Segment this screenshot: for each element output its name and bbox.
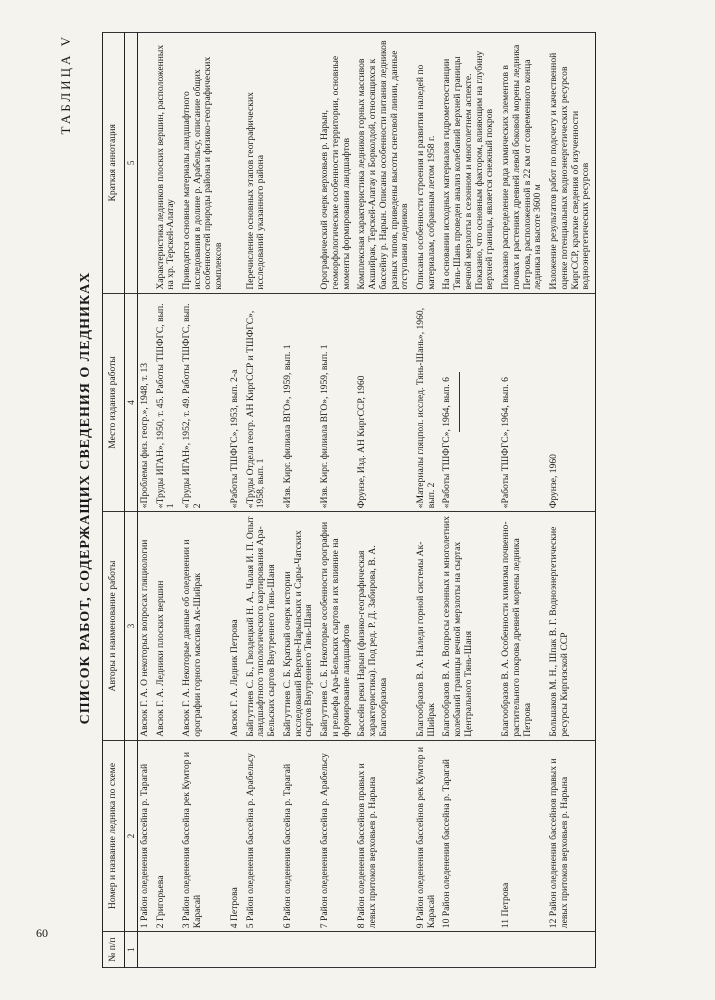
cell-authors: Благообразов В. А. Наледи горной системы Ак-Шийрак — [414, 512, 440, 741]
table-row — [281, 33, 318, 968]
cell-annotation — [137, 33, 153, 294]
cell-no — [547, 932, 595, 968]
cell-no — [499, 932, 547, 968]
cell-authors: Авсюк Г. А. Ледники плоских вершин — [154, 512, 180, 741]
cell-authors: Байгуттиев С. Б., Гвоздецкий Н. А., Чалая И. П. Опыт ландшафтного типологического картирования Ара-Бельских сыртов Внутреннего Тянь-Шаня — [244, 512, 281, 741]
table-row — [318, 33, 355, 968]
cell-name: 11 Петрова — [499, 740, 547, 931]
table-row — [547, 33, 595, 968]
cell-source: «Изв. Кирг. филиала ВГО», 1959, вып. 1 — [318, 293, 355, 512]
table-row — [244, 33, 281, 968]
cell-source: «Изв. Кирг. филиала ВГО», 1959, вып. 1 — [281, 293, 318, 512]
cell-authors: Благообразов В. А. Особенности химизма почвенно-растительного покрова древней морены ледника Петрова — [499, 512, 547, 741]
cell-authors: Авсюк Г. А. О некоторых вопросах гляциологии — [137, 512, 153, 741]
cell-name: 8 Район оледенения бассейнов правых и левых притоков верховьев р. Нарына — [355, 740, 414, 931]
table-row — [154, 33, 180, 968]
page-number: 60 — [36, 926, 48, 940]
table-row — [440, 33, 499, 968]
cell-name: 12 Район оледенения бассейнов правых и левых притоков верховьев р. Нарына — [547, 740, 595, 931]
table-row — [414, 33, 440, 968]
cell-source: «Труды ИГАН», 1952, т. 49. Работы ТШФГС, вып. 2 — [180, 293, 228, 512]
header-annotation: Краткая аннотация — [103, 33, 125, 294]
table-row — [355, 33, 414, 968]
header-no: № п/п — [103, 932, 125, 968]
cell-name: 5 Район оледенения бассейна р. Арабельсу — [244, 740, 281, 931]
ditto-line — [459, 372, 460, 432]
cell-authors: Авсюк Г. А. Некоторые данные об оледенении и орографии горного массива Ак-Шийрак — [180, 512, 228, 741]
table-row — [228, 33, 244, 968]
column-number: 5 — [124, 33, 137, 294]
table-row — [137, 33, 153, 968]
cell-source: Фрунзе, Изд. АН КиргССР, 1960 — [355, 293, 414, 512]
cell-authors: Байгуттиев С. Б. Краткий очерк истории исследований Верхне-Нарынских и Сары-Чатских сыртов Внутреннего Тянь-Шаня — [281, 512, 318, 741]
column-number: 4 — [124, 293, 137, 512]
cell-source — [440, 293, 499, 512]
cell-annotation — [228, 33, 244, 294]
cell-authors: Авсюк Г. А. Ледник Петрова — [228, 512, 244, 741]
cell-annotation: На основании исходных материалов гидрометеостанции Тянь-Шань проведен анализ колебаний верхней границы вечной мерзлоты в сезонном и многолетнем аспекте. Показано, что основным фактором, влияющим на глубину верхней границы, является снежный покров — [440, 33, 499, 294]
cell-annotation: Перечисление основных этапов географических исследований указанного района — [244, 33, 281, 294]
cell-no — [355, 932, 414, 968]
cell-authors: Байгуттиев С. Б. Некоторые особенности орографии и рельефа Ара-Бельских сыртов и их влияние на формирование ландшафтов — [318, 512, 355, 741]
table-row — [180, 33, 228, 968]
cell-no — [440, 932, 499, 968]
cell-source: Фрунзе, 1960 — [547, 293, 595, 512]
cell-authors: Благообразов В. А. Вопросы сезонных и многолетних колебаний границы вечной мерзлоты на сыртах Центрального Тянь-Шаня — [440, 512, 499, 741]
cell-name: 4 Петрова — [228, 740, 244, 931]
cell-no — [180, 932, 228, 968]
works-table — [102, 32, 596, 968]
cell-name: 6 Район оледенения бассейна р. Тарагай — [281, 740, 318, 931]
page-title: СПИСОК РАБОТ, СОДЕРЖАЩИХ СВЕДЕНИЯ О ЛЕДНИКАХ — [78, 271, 93, 725]
cell-authors: Большаков М. Н., Шпак В. Г. Водноэнергетические ресурсы Киргизской ССР — [547, 512, 595, 741]
cell-name: 7 Район оледенения бассейна р. Арабельсу — [318, 740, 355, 931]
header-row — [103, 33, 125, 968]
cell-annotation: Изложение результатов работ по подсчету и качественной оценке потенциальных водноэнергетических ресурсов КиргССР, краткие сведения об изученности водноэнергетических ресурсов — [547, 33, 595, 294]
cell-name: 10 Район оледенения бассейна р. Тарагай — [440, 740, 499, 931]
cell-source: «Труды ИГАН», 1950, т. 45. Работы ТШФГС, вып. 1 — [154, 293, 180, 512]
cell-no — [281, 932, 318, 968]
cell-annotation: Показано распределение ряда химических элементов в почвах и растениях древней левой боковой морены ледника Петрова, расположенной в 22 км от современного конца ледника на высоте 3600 м — [499, 33, 547, 294]
cell-no — [414, 932, 440, 968]
cell-annotation — [281, 33, 318, 294]
cell-source: «Материалы гляцпол. исслед. Тянь-Шань», 1960, вып. 2 — [414, 293, 440, 512]
cell-source: «Труды Отдела геогр. АН КиргССР и ТШФГС», 1958, вып. 1 — [244, 293, 281, 512]
header-source: Место издания работы — [103, 293, 125, 512]
header-authors: Авторы и наименование работы — [103, 512, 125, 741]
cell-authors: Бассейн реки Нарын (физико-географическая характеристика). Под ред. Р. Д. Забирова, В. А. Благообразова — [355, 512, 414, 741]
cell-source-text: «Работы ТШФГС», 1964, вып. 6 — [441, 377, 453, 509]
cell-no — [137, 932, 153, 968]
cell-annotation: Приводятся основные материалы ландшафтного исследования в долине р. Арабельсу, описание общих особенностей природы района и физико-географических комплексов — [180, 33, 228, 294]
cell-name: 1 Район оледенения бассейна р. Тарагай — [137, 740, 153, 931]
cell-source: «Работы ТШФГС», 1964, вып. 6 — [499, 293, 547, 512]
cell-name: 9 Район оледенения бассейнов рек Кумтор и Карасай — [414, 740, 440, 931]
cell-source: «Работы ТШФГС», 1953, вып. 2-а — [228, 293, 244, 512]
column-number: 3 — [124, 512, 137, 741]
column-number: 2 — [124, 740, 137, 931]
cell-no — [318, 932, 355, 968]
table-row — [499, 33, 547, 968]
cell-annotation: Описаны особенности строения и развития наледей по материалам, собранным летом 1958 г. — [414, 33, 440, 294]
column-number: 1 — [124, 932, 137, 968]
header-name: Номер и название ледника по схеме — [103, 740, 125, 931]
table-label: ТАБЛИЦА V — [58, 34, 73, 135]
cell-source: «Проблемы физ. геогр.», 1948, т. 13 — [137, 293, 153, 512]
cell-annotation: Комплексная характеристика ледников горных массивов Акшийрак, Терскей-Алатау и Борколдой, относящихся к бассейну р. Нарын. Описаны особенности питания ледников разных типов, приведены высоты снеговой линии, данные отступания ледников — [355, 33, 414, 294]
cell-no — [154, 932, 180, 968]
cell-name: 2 Григорьева — [154, 740, 180, 931]
cell-annotation: Характеристика ледников плоских вершин, расположенных на хр. Терскей-Алатау — [154, 33, 180, 294]
cell-name: 3 Район оледенения бассейна рек Кумтор и Карасай — [180, 740, 228, 931]
column-number-row — [124, 33, 137, 968]
rotated-page — [58, 28, 713, 968]
cell-annotation: Орографический очерк верховьев р. Нарын, геоморфологические особенности территории, основные моменты формирования ландшафтов — [318, 33, 355, 294]
cell-no — [228, 932, 244, 968]
cell-no — [244, 932, 281, 968]
